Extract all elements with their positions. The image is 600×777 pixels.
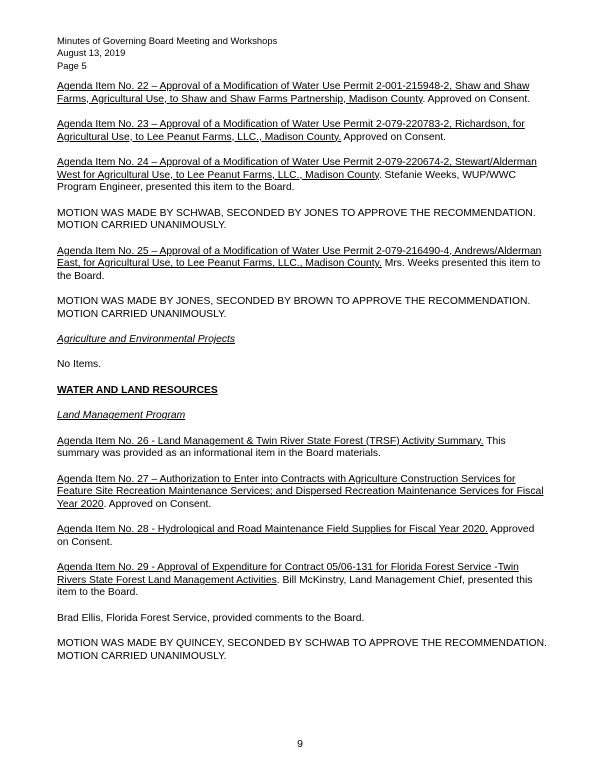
motion-2: MOTION WAS MADE BY JONES, SECONDED BY BROWN TO APPROVE THE RECOMMENDATION. MOTION CARRIED UNANIMOUSLY. <box>57 296 531 320</box>
agenda-item-24 <box>57 157 547 195</box>
page-number: 9 <box>297 738 303 750</box>
agenda-item-29-status: . Bill McKinstry, Land Management Chief, presented this item to the Board. <box>57 574 533 599</box>
motion-3: MOTION WAS MADE BY QUINCEY, SECONDED BY SCHWAB TO APPROVE THE RECOMMENDATION. MOTION CARRIED UNANIMOUSLY. <box>57 638 547 662</box>
motion-1: MOTION WAS MADE BY SCHWAB, SECONDED BY JONES TO APPROVE THE RECOMMENDATION. MOTION CARRIED UNANIMOUSLY. <box>57 207 536 232</box>
agenda-item-22-status: . Approved on Consent. <box>422 93 531 105</box>
header-date: August 13, 2019 <box>57 47 126 59</box>
agenda-item-24-status: . Stefanie Weeks, WUP/WWC Program Engineer, presented this item to the Board. <box>57 169 516 194</box>
agenda-item-25-status: Mrs. Weeks presented this item to the Board. <box>57 258 541 282</box>
agenda-item-29 <box>57 562 547 600</box>
agenda-item-28-title: Agenda Item No. 28 - Hydrological and Road Maintenance Field Supplies for Fiscal Year 2020. <box>57 524 489 536</box>
agenda-item-22 <box>57 81 547 106</box>
agenda-item-22-title: Agenda Item No. 22 – Approval of a Modification of Water Use Permit 2-001-215948-2, Shaw and Shaw Farms, Agricultural Use, to Shaw and Shaw Farms Partnership, Madison County <box>57 81 530 105</box>
section-heading-agriculture: Agriculture and Environmental Projects <box>57 334 235 346</box>
agenda-item-27 <box>57 474 547 512</box>
agenda-item-25 <box>57 246 547 284</box>
agenda-item-27-status: . Approved on Consent. <box>103 498 212 510</box>
agenda-item-25-title: Agenda Item No. 25 – Approval of a Modification of Water Use Permit 2-079-216490-4, Andrews/Alderman East, for Agricultural Use, to Lee Peanut Farms, LLC., Madison County. <box>57 245 542 270</box>
agenda-item-27-title: Agenda Item No. 27 – Authorization to Enter into Contracts with Agriculture Construction Services for Feature Site Recreation Maintenance Services; and Dispersed Recreation Maintenance Services for Fiscal Year 2020 <box>57 473 544 510</box>
agenda-item-26 <box>57 436 547 461</box>
page-header <box>57 35 277 72</box>
agenda-item-26-title: Agenda Item No. 26 - Land Management & Twin River State Forest (TRSF) Activity Summary. <box>57 435 484 447</box>
agenda-item-26-status: This summary was provided as an informational item in the Board materials. <box>57 435 506 460</box>
agenda-item-23-title: Agenda Item No. 23 – Approval of a Modification of Water Use Permit 2-079-220783-2, Richardson, for Agricultural Use, to Lee Peanut Farms, LLC., Madison County. <box>57 118 525 143</box>
agenda-item-24-title: Agenda Item No. 24 – Approval of a Modification of Water Use Permit 2-079-220674-2, Stewart/Alderman West for Agricultural Use, to Lee Peanut Farms, LLC., Madison County <box>57 156 537 181</box>
agenda-item-23-status: Approved on Consent. <box>341 131 447 143</box>
section-heading-land-management: Land Management Program <box>57 410 186 422</box>
public-comment: Brad Ellis, Florida Forest Service, provided comments to the Board. <box>57 612 365 624</box>
agenda-item-28-status: Approved on Consent. <box>57 524 535 548</box>
no-items-text: No Items. <box>57 359 102 371</box>
agenda-item-29-title: Agenda Item No. 29 - Approval of Expenditure for Contract 05/06-131 for Florida Forest Service -Twin Rivers State Forest Land Management Activities <box>57 562 519 586</box>
header-title: Minutes of Governing Board Meeting and Workshops <box>57 35 278 46</box>
header-page: Page 5 <box>57 59 87 71</box>
minutes-body <box>57 81 547 663</box>
agenda-item-23 <box>57 119 547 144</box>
agenda-item-28 <box>57 524 547 549</box>
section-heading-water-land: WATER AND LAND RESOURCES <box>57 384 218 396</box>
